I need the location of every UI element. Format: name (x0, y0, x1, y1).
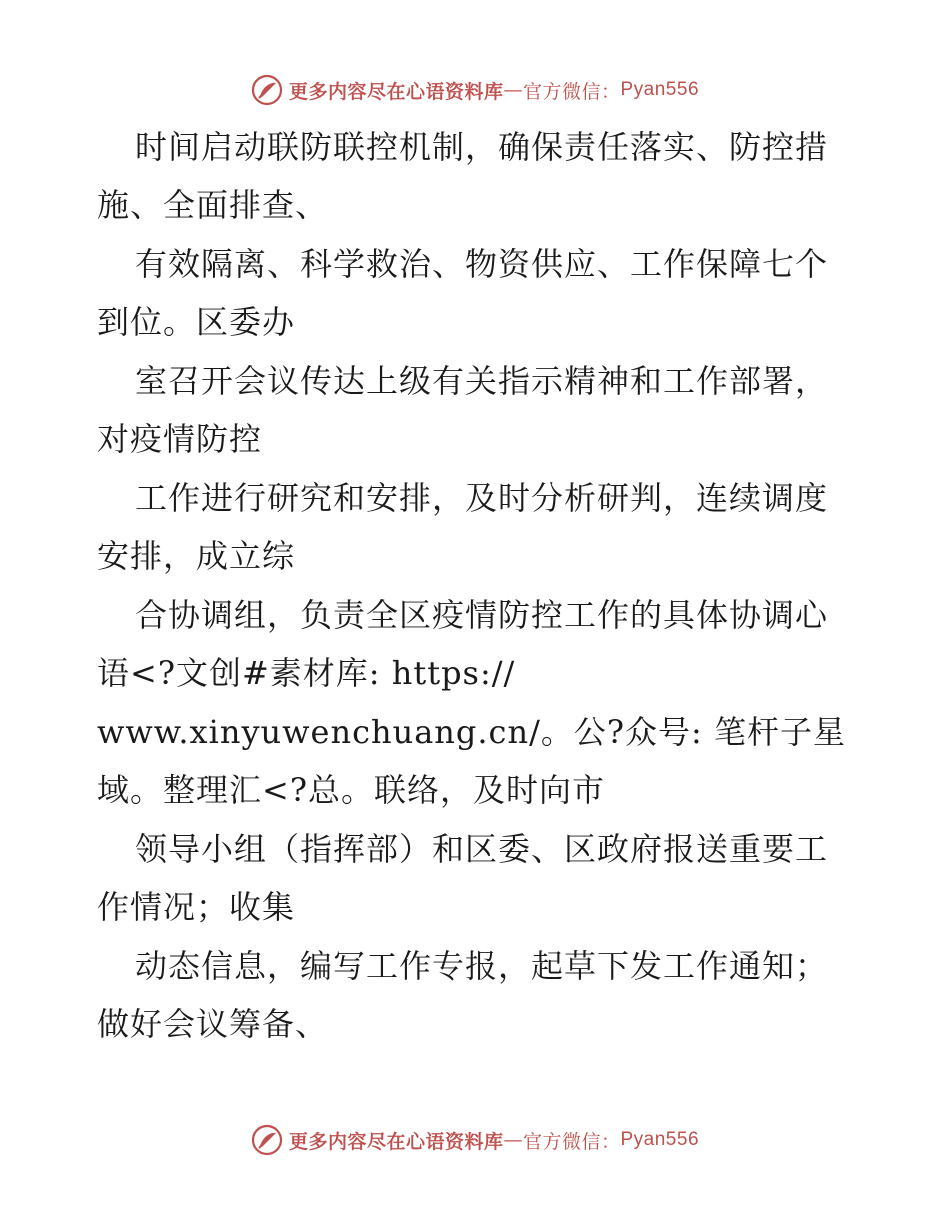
text-line: 语<?文创#素材库: https:// (97, 654, 516, 692)
watermark-site-text: 更多内容尽在心语资料库 (288, 1130, 504, 1153)
text-line: 动态信息，编写工作专报，起草下发工作通知； (135, 947, 829, 985)
text-line: 安排，成立综 (97, 537, 296, 575)
header-watermark (0, 70, 950, 110)
text-line: 到位。区委办 (97, 303, 296, 341)
text-line: 合协调组，负责全区疫情防控工作的具体协调心 (135, 596, 829, 634)
watermark-official-text: 官方微信： (522, 1130, 621, 1153)
text-line: 领导小组（指挥部）和区委、区政府报送重要工 (135, 830, 829, 868)
text-line: 做好会议筹备、 (97, 1005, 329, 1043)
text-line: 作情况；收集 (97, 888, 296, 926)
watermark-wechat-id: Pyan556 (620, 1129, 700, 1150)
brand-logo-icon (251, 1124, 283, 1156)
text-line: 对疫情防控 (97, 420, 263, 458)
text-line: www.xinyuwenchuang.cn/。公?众号: 笔杆子星 (97, 713, 846, 751)
watermark-dash: — (503, 79, 523, 101)
text-line: 时间启动联防联控机制，确保责任落实、防控措 (135, 128, 829, 166)
watermark-official-text: 官方微信： (522, 80, 621, 103)
text-line: 有效隔离、科学救治、物资供应、工作保障七个 (135, 245, 829, 283)
text-line: 工作进行研究和安排，及时分析研判，连续调度 (135, 479, 829, 517)
footer-watermark (0, 1120, 950, 1160)
watermark-wechat-id: Pyan556 (620, 79, 700, 100)
text-line: 施、全面排查、 (97, 186, 329, 224)
text-line: 室召开会议传达上级有关指示精神和工作部署， (135, 362, 829, 400)
watermark-site-text: 更多内容尽在心语资料库 (288, 80, 504, 103)
brand-logo-icon (251, 74, 283, 106)
text-line: 域。整理汇<?总。联络，及时向市 (97, 771, 605, 809)
watermark-dash: — (503, 1129, 523, 1151)
